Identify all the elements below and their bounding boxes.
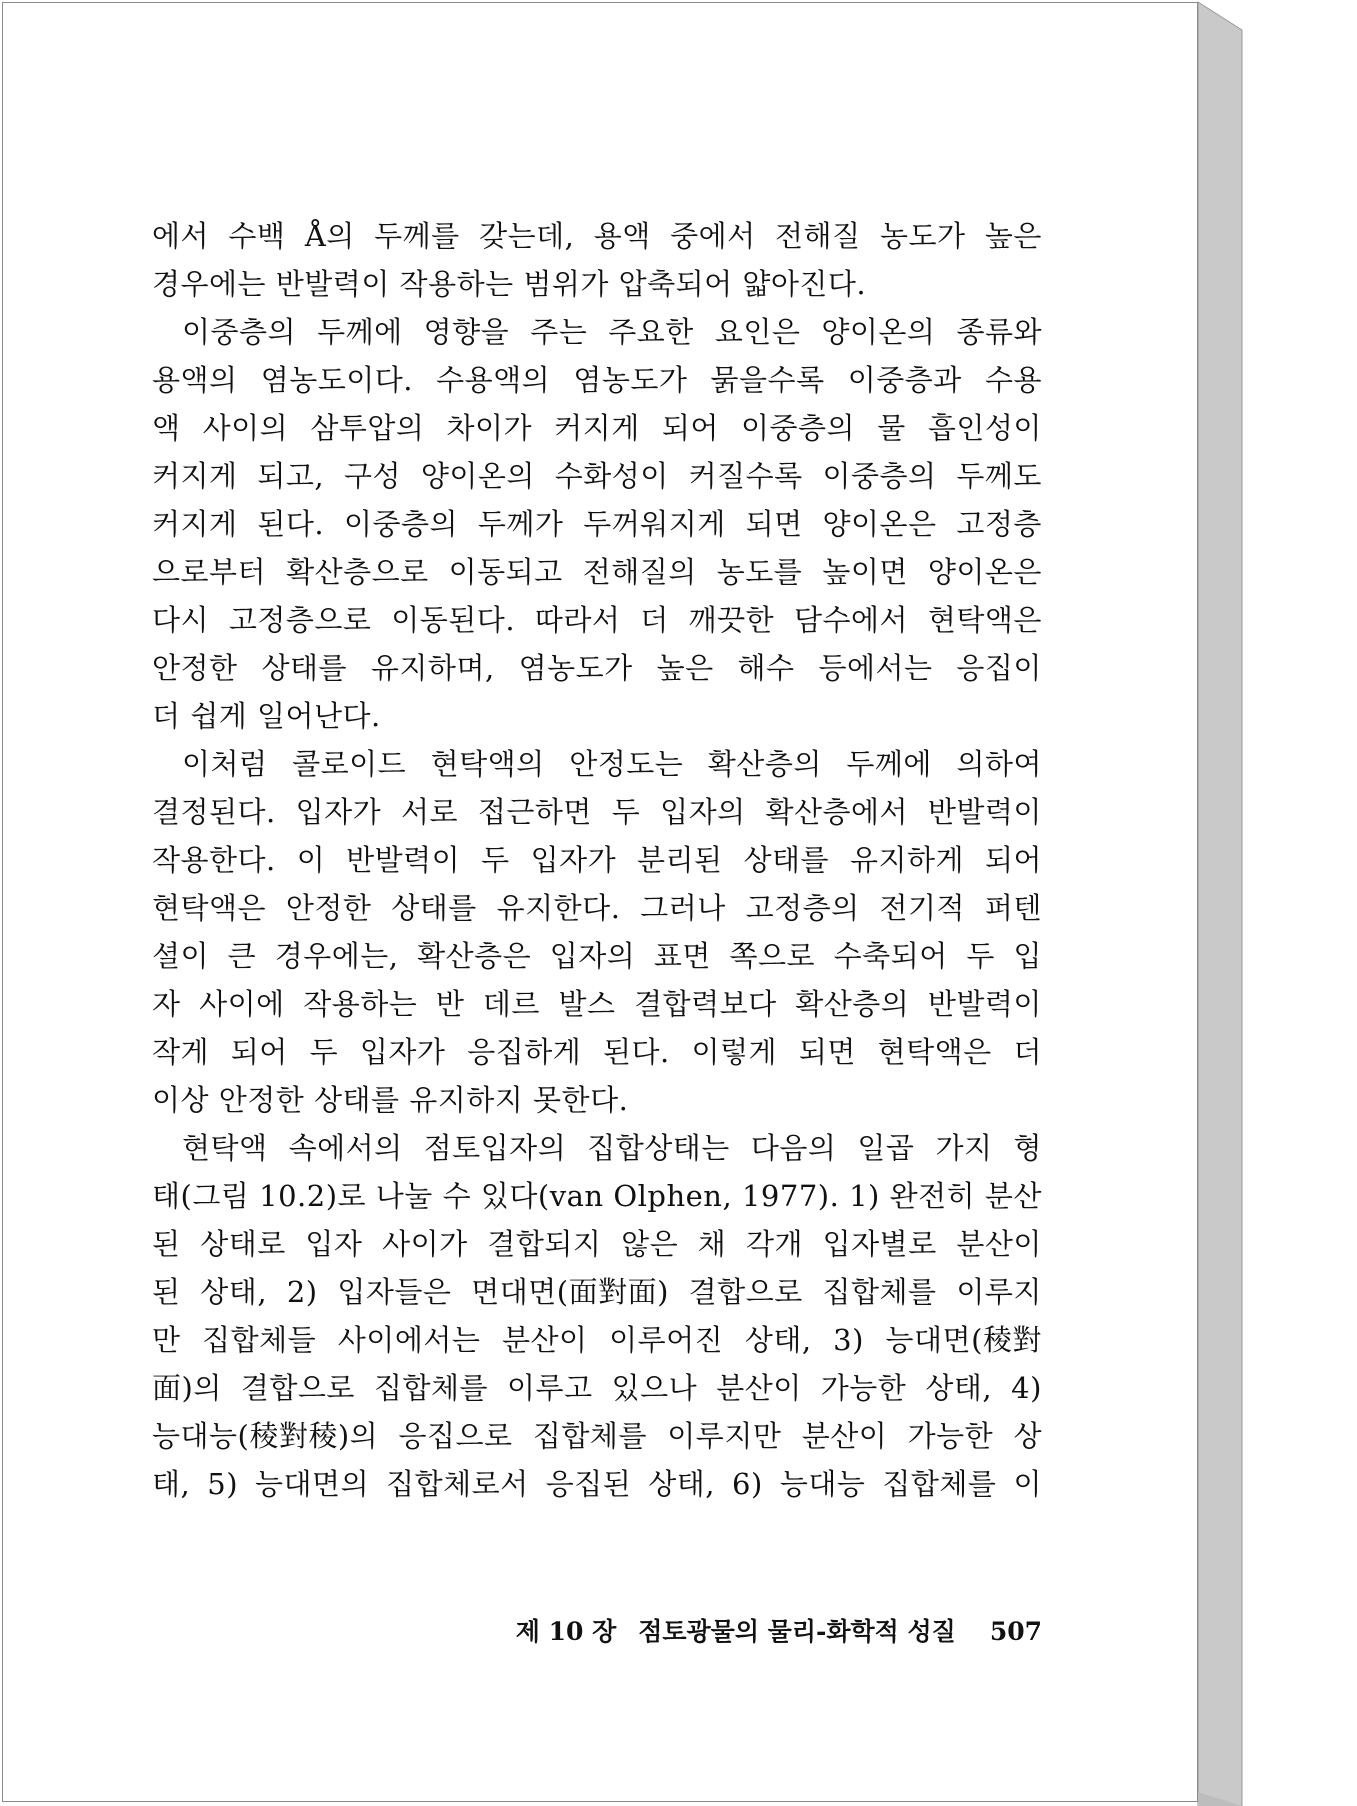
word: 수축되어 [833,939,948,973]
word: 확산층의 [795,987,910,1021]
word: 염농도이다. [260,363,413,397]
word: 따라서 [534,603,621,637]
word: 안정한 [152,651,238,685]
word: 결합력보다 [634,987,777,1021]
word: 양이온은 [927,555,1042,589]
word: 두께를 [374,219,460,253]
word: 사이가 [382,1227,468,1261]
word: 입자가 [359,1035,446,1069]
word: 이중층의 [741,411,856,445]
word: 수용액의 [436,363,551,397]
word: Olphen, [613,1179,733,1213]
word: 두께에 [846,747,932,781]
text-line [152,1076,1042,1124]
word: 두께도 [956,459,1042,493]
text-line [152,548,1042,596]
text-line [152,500,1042,548]
word: 된 [152,1275,181,1309]
line-text: 경우에는 반발력이 작용하는 범위가 압축되어 얇아진다. [152,267,867,301]
word: 접근하면 [477,795,592,829]
word: 6) [732,1467,763,1501]
word: 이중층의 [343,507,459,541]
word: 사이의 [202,411,289,445]
word: 발스 [558,987,616,1021]
word: 안정도는 [569,747,684,781]
text-line [152,932,1042,980]
word: 두 [611,795,641,829]
word: 상태, [744,1323,812,1357]
word: 반발력이 [927,987,1042,1021]
word: 두꺼워지게 [583,507,726,541]
chapter-title: 점토광물의 물리-화학적 성질 [638,1617,956,1646]
word: 유지하게 [849,843,965,877]
word: 표면 [653,939,711,973]
word: 전기적 [879,891,966,925]
word: 용액 [593,219,651,253]
word: 분산이 [956,1227,1042,1261]
page-number: 507 [989,1617,1042,1646]
word: 분리된 [637,843,723,877]
word: 입자별로 [822,1227,937,1261]
word: 데르 [482,987,540,1021]
word: 종류와 [956,315,1042,349]
word: 나눌 [375,1179,433,1213]
word: 일곱 [857,1131,915,1165]
word: 삼투압의 [310,411,425,445]
word: Å의 [304,219,355,253]
word: 面)의 [152,1371,222,1405]
word: 되어 [984,843,1042,877]
word: 응집이 [956,651,1042,685]
text-line [152,1460,1042,1508]
word: 된다. [257,507,325,541]
word: 이 [296,843,326,877]
word: 결합으로 [240,1371,355,1405]
word: 각개 [745,1227,803,1261]
word: 형 [1013,1131,1042,1165]
word: 집합체들 [202,1323,317,1357]
word: 등에서는 [818,651,933,685]
word: 두 [481,843,510,877]
word: 셜이 [152,939,210,973]
word: 현탁액은 [927,603,1042,637]
word: 5) [207,1467,239,1501]
word: 되고, [257,459,325,493]
word: 상태로 [200,1227,286,1261]
word: 반 [435,987,465,1021]
word: 있으나 [611,1371,698,1405]
word: 묽을수록 [710,363,825,397]
text-line [152,404,1042,452]
word: 집합체를 [822,1275,937,1309]
word: 반발력이 [927,795,1042,829]
word: 가지 [935,1131,993,1165]
word: 응집으로 [398,1419,513,1453]
word: 응집된 [545,1467,632,1501]
paragraph-start-line [152,308,1042,356]
word: 그러나 [640,891,726,925]
word: 입자가 [530,843,617,877]
word: 1977). [741,1179,840,1213]
text-line [152,452,1042,500]
word: 콜로이드 [292,747,407,781]
word: 양이온은 [822,507,937,541]
word: 집합체로서 [386,1467,529,1501]
word: 집합체를 [373,1371,489,1405]
paragraph-start-line [152,1124,1042,1172]
word: 된다. [603,1035,670,1069]
word: 주요한 [608,315,694,349]
word: 현탁액은 [877,1035,992,1069]
word: 집합체를 [532,1419,647,1453]
word: 두 [309,1035,339,1069]
word: 염농도가 [573,363,688,397]
word: 서로 [400,795,459,829]
word: 용액의 [152,363,238,397]
word: 되면 [745,507,803,541]
word: 이중층의 [182,315,297,349]
word: 상태, [648,1467,716,1501]
word: 액 [152,411,181,445]
word: 응집하게 [467,1035,582,1069]
word: 속에서의 [288,1131,403,1165]
word: 염농도가 [518,651,633,685]
word: 고정층의 [745,891,860,925]
paragraph-start-line [152,740,1042,788]
word: 유지하며, [370,651,495,685]
word: 능대면의 [255,1467,370,1501]
word: 상태를 [743,843,830,877]
word: 집합상태는 [587,1131,730,1165]
word: 현탁액은 [152,891,267,925]
word: 커지게 [152,459,238,493]
word: 현탁액 [182,1131,268,1165]
word: 이동되고 [448,555,563,589]
word: 현탁액의 [430,747,545,781]
text-line [152,836,1042,884]
word: 에서 [152,219,210,253]
word: 이동된다. [391,603,516,637]
text-line [152,260,1042,308]
word: 상 [1013,1419,1042,1453]
text-line [152,692,1042,740]
word: 있다(van [480,1179,604,1213]
word: 점토입자의 [423,1131,567,1165]
word: 태(그림 [152,1179,250,1213]
word: 면대면(面對面) [471,1275,669,1309]
word: 경우에는, [274,939,399,973]
text-line [152,1220,1042,1268]
text-line [152,212,1042,260]
word: 유지한다. [496,891,621,925]
word: 3) [833,1323,864,1357]
word: 된 [152,1227,181,1261]
word: 집합체를 [882,1467,997,1501]
word: 능대면(稜對 [885,1323,1042,1357]
word: 결합되지 [487,1227,602,1261]
word: 태, [152,1467,191,1501]
word: 농도를 [716,555,803,589]
word: 상태를 [261,651,347,685]
word: 쪽으로 [729,939,816,973]
word: 사이에 [199,987,285,1021]
word: 완전히 [889,1179,976,1213]
word: 이중층의 [822,459,937,493]
word: 더 [640,603,669,637]
word: 분산 [984,1179,1042,1213]
word: 양이온의 [420,459,535,493]
word: 안정한 [285,891,372,925]
word: 되면 [798,1035,856,1069]
word: 채 [697,1227,727,1261]
word: 수 [442,1179,472,1213]
word: 중에서 [670,219,756,253]
word: 고정층 [956,507,1042,541]
word: 4) [1011,1371,1042,1405]
word: 요인은 [714,315,801,349]
word: 자 [152,987,181,1021]
word: 수백 [228,219,286,253]
word: 사이에서는 [337,1323,481,1357]
word: 흡인성이 [927,411,1042,445]
word: 해수 [737,651,795,685]
word: 분산이 [716,1371,802,1405]
word: 고정층으로 [228,603,372,637]
word: 가능한 [820,1371,907,1405]
word: 입자가 [295,795,382,829]
word: 다시 [152,603,210,637]
word: 큰 [227,939,257,973]
word: 높은 [656,651,714,685]
word: 두께에 [317,315,403,349]
word: 이렇게 [691,1035,778,1069]
text-line [152,596,1042,644]
word: 양이온의 [821,315,936,349]
word: 의하여 [956,747,1042,781]
word: 영향을 [423,315,510,349]
word: 깨끗한 [688,603,775,637]
word: 담수에서 [793,603,909,637]
text-line [152,980,1042,1028]
running-footer [516,1612,1042,1652]
word: 수용 [984,363,1042,397]
word: 결정된다. [152,795,276,829]
word: 능대능(稜對稜)의 [152,1419,379,1453]
word: 으로부터 [152,555,267,589]
text-line [152,644,1042,692]
word: 물 [877,411,906,445]
text-line [152,788,1042,836]
word: 입자의 [549,939,636,973]
word: 갖는데, [479,219,575,253]
word: 상태, [200,1275,268,1309]
word: 이루고 [507,1371,593,1405]
word: 작게 [152,1035,210,1069]
line-text: 이상 안정한 상태를 유지하지 못한다. [152,1083,629,1117]
word: 가능한 [907,1419,994,1453]
text-line [152,1364,1042,1412]
word: 2) [286,1275,318,1309]
word: 작용한다. [152,843,276,877]
word: 확산층에서 [765,795,909,829]
word: 이중층과 [847,363,962,397]
word: 전해질의 [582,555,697,589]
word: 입 [1013,939,1042,973]
word: 두께가 [477,507,564,541]
line-text: 더 쉽게 일어난다. [152,699,381,733]
word: 더 [1013,1035,1042,1069]
word: 수화성이 [554,459,669,493]
word: 다음의 [750,1131,837,1165]
text-line [152,1412,1042,1460]
word: 않은 [621,1227,679,1261]
word: 커지게 [554,411,640,445]
word: 입자들은 [337,1275,452,1309]
word: 확산층으로 [286,555,429,589]
body-text [152,212,1042,1508]
word: 이 [1013,1467,1042,1501]
word: 상태, [925,1371,993,1405]
word: 되어 [230,1035,288,1069]
word: 높이면 [822,555,908,589]
word: 주는 [530,315,588,349]
word: 높은 [984,219,1042,253]
text-line [152,884,1042,932]
chapter-label: 제 10 장 [515,1617,617,1646]
word: 이루지만 [667,1419,782,1453]
word: 구성 [343,459,401,493]
word: 되어 [661,411,719,445]
word: 상태를 [391,891,477,925]
text-line [152,1268,1042,1316]
word: 능대능 [779,1467,866,1501]
text-line [152,356,1042,404]
word: 1) [849,1179,880,1213]
text-line [152,1028,1042,1076]
word: 확산층의 [707,747,822,781]
word: 분산이 [501,1323,588,1357]
word: 전해질 [775,219,861,253]
word: 만 [152,1323,181,1357]
word: 농도가 [879,219,966,253]
word: 차이가 [446,411,533,445]
word: 10.2)로 [259,1179,367,1213]
word: 커질수록 [688,459,803,493]
word: 반발력이 [346,843,461,877]
word: 이루지 [956,1275,1042,1309]
word: 분산이 [801,1419,888,1453]
word: 결합으로 [688,1275,803,1309]
word: 이루어진 [609,1323,724,1357]
word: 확산층은 [417,939,532,973]
text-line [152,1172,1042,1220]
word: 두 [966,939,995,973]
word: 입자 [305,1227,363,1261]
word: 커지게 [152,507,238,541]
text-line [152,1316,1042,1364]
word: 이처럼 [182,747,268,781]
word: 입자의 [660,795,746,829]
word: 작용하는 [303,987,418,1021]
word: 퍼텐 [984,891,1042,925]
